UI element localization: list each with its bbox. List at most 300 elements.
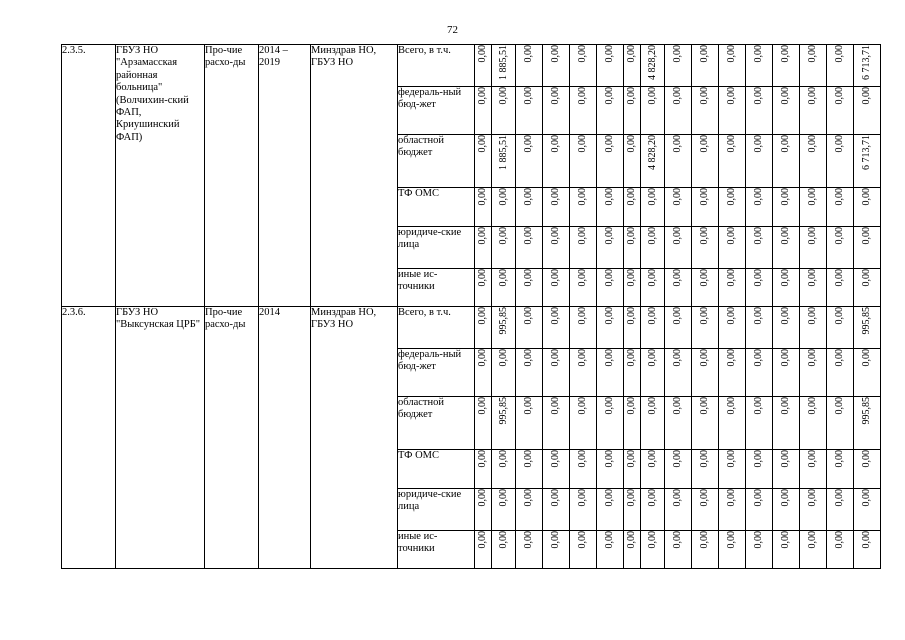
amount-value: 0,00 [604, 227, 615, 245]
amount-cell [543, 227, 570, 269]
amount-value: 0,00 [626, 307, 637, 325]
amount-value: 0,00 [807, 307, 818, 325]
amount-cell [665, 227, 692, 269]
amount-value: 0,00 [646, 531, 658, 549]
amount-cell [475, 227, 492, 269]
amount-cell [800, 188, 827, 227]
amount-value: 0,00 [626, 349, 637, 367]
amount-cell [827, 269, 854, 307]
amount-value: 0,00 [577, 188, 588, 206]
amount-value: 0,00 [646, 450, 658, 468]
amount-cell [543, 349, 570, 397]
item-code: 2.3.6. [62, 307, 116, 569]
amount-value: 0,00 [550, 45, 561, 63]
amount-cell [854, 531, 881, 569]
amount-cell [773, 87, 800, 135]
amount-value: 0,00 [577, 45, 588, 63]
amount-value: 0,00 [807, 397, 818, 415]
amount-cell [800, 269, 827, 307]
amount-value: 0,00 [834, 397, 845, 415]
amount-cell [665, 269, 692, 307]
amount-value: 0,00 [626, 87, 637, 105]
amount-value: 0,00 [726, 489, 737, 507]
amount-cell [597, 349, 624, 397]
amount-value: 4 828,20 [646, 135, 658, 170]
amount-cell [692, 450, 719, 489]
amount-cell [773, 450, 800, 489]
amount-cell [624, 489, 641, 531]
item-executor: Минздрав НО, ГБУЗ НО [311, 307, 398, 569]
amount-value: 0,00 [753, 135, 764, 153]
amount-value: 0,00 [780, 307, 791, 325]
amount-value: 0,00 [550, 307, 561, 325]
amount-cell [597, 135, 624, 188]
amount-cell [641, 450, 665, 489]
amount-value: 0,00 [672, 269, 683, 287]
amount-value: 0,00 [861, 227, 872, 245]
funding-source-label: иные ис-точники [398, 531, 475, 569]
amount-value: 0,00 [861, 269, 872, 287]
amount-cell [854, 87, 881, 135]
amount-cell [570, 45, 597, 87]
amount-cell [800, 307, 827, 349]
amount-cell [492, 349, 516, 397]
amount-cell [719, 135, 746, 188]
amount-value: 0,00 [626, 45, 637, 63]
amount-cell [719, 227, 746, 269]
amount-cell [641, 227, 665, 269]
amount-value: 0,00 [477, 135, 488, 153]
amount-value: 995,85 [861, 397, 872, 425]
amount-cell [570, 349, 597, 397]
amount-value: 0,00 [523, 188, 534, 206]
amount-cell [746, 45, 773, 87]
amount-value: 995,85 [497, 307, 509, 335]
amount-cell [570, 489, 597, 531]
amount-value: 0,00 [726, 450, 737, 468]
amount-cell [827, 188, 854, 227]
amount-cell [475, 349, 492, 397]
amount-cell [570, 531, 597, 569]
amount-value: 0,00 [780, 531, 791, 549]
amount-value: 0,00 [834, 45, 845, 63]
amount-value: 0,00 [604, 450, 615, 468]
amount-value: 1 885,51 [497, 45, 509, 80]
amount-value: 0,00 [497, 188, 509, 206]
amount-cell [665, 349, 692, 397]
amount-value: 0,00 [477, 450, 488, 468]
amount-value: 0,00 [477, 45, 488, 63]
amount-value: 0,00 [523, 227, 534, 245]
amount-value: 0,00 [672, 349, 683, 367]
amount-value: 0,00 [807, 489, 818, 507]
amount-value: 0,00 [861, 349, 872, 367]
amount-value: 0,00 [834, 269, 845, 287]
amount-value: 0,00 [861, 531, 872, 549]
amount-cell [543, 135, 570, 188]
amount-value: 0,00 [523, 349, 534, 367]
amount-cell [492, 450, 516, 489]
amount-value: 0,00 [672, 307, 683, 325]
amount-value: 0,00 [807, 269, 818, 287]
funding-source-label: ТФ ОМС [398, 450, 475, 489]
amount-cell [516, 397, 543, 450]
funding-source-label: Всего, в т.ч. [398, 307, 475, 349]
amount-value: 0,00 [577, 87, 588, 105]
amount-value: 0,00 [646, 87, 658, 105]
amount-value: 0,00 [834, 450, 845, 468]
amount-value: 0,00 [834, 307, 845, 325]
amount-value: 0,00 [807, 450, 818, 468]
amount-value: 0,00 [577, 227, 588, 245]
amount-cell [475, 450, 492, 489]
amount-value: 0,00 [672, 188, 683, 206]
amount-value: 0,00 [807, 349, 818, 367]
amount-value: 0,00 [477, 349, 488, 367]
amount-value: 0,00 [523, 45, 534, 63]
amount-value: 0,00 [477, 397, 488, 415]
amount-value: 0,00 [646, 397, 658, 415]
amount-value: 0,00 [577, 135, 588, 153]
amount-value: 0,00 [550, 87, 561, 105]
amount-cell [746, 531, 773, 569]
amount-cell [516, 307, 543, 349]
amount-cell [475, 269, 492, 307]
amount-cell [800, 227, 827, 269]
amount-value: 0,00 [497, 489, 509, 507]
amount-value: 0,00 [699, 307, 710, 325]
amount-value: 0,00 [699, 45, 710, 63]
amount-cell [665, 450, 692, 489]
amount-cell [692, 269, 719, 307]
amount-value: 0,00 [577, 489, 588, 507]
amount-value: 0,00 [672, 397, 683, 415]
amount-value: 0,00 [550, 188, 561, 206]
amount-value: 0,00 [577, 531, 588, 549]
amount-cell [692, 45, 719, 87]
amount-value: 0,00 [523, 135, 534, 153]
amount-cell [854, 45, 881, 87]
funding-source-label: областной бюджет [398, 135, 475, 188]
amount-cell [800, 397, 827, 450]
amount-cell [854, 489, 881, 531]
item-name: ГБУЗ НО "Выксунская ЦРБ" [116, 307, 205, 569]
amount-value: 1 885,51 [497, 135, 509, 170]
amount-cell [475, 135, 492, 188]
amount-value: 0,00 [807, 135, 818, 153]
amount-value: 0,00 [861, 87, 872, 105]
amount-cell [641, 269, 665, 307]
amount-value: 0,00 [550, 450, 561, 468]
amount-value: 0,00 [753, 307, 764, 325]
amount-cell [570, 397, 597, 450]
amount-cell [773, 349, 800, 397]
amount-cell [692, 489, 719, 531]
amount-cell [800, 489, 827, 531]
amount-value: 0,00 [780, 227, 791, 245]
amount-value: 0,00 [726, 227, 737, 245]
amount-cell [492, 489, 516, 531]
amount-cell [746, 269, 773, 307]
amount-value: 0,00 [497, 349, 509, 367]
amount-value: 0,00 [861, 489, 872, 507]
amount-value: 0,00 [699, 87, 710, 105]
amount-value: 0,00 [577, 349, 588, 367]
amount-cell [692, 227, 719, 269]
amount-cell [692, 188, 719, 227]
amount-cell [800, 45, 827, 87]
amount-value: 0,00 [753, 450, 764, 468]
amount-value: 0,00 [550, 531, 561, 549]
amount-cell [773, 489, 800, 531]
amount-value: 0,00 [726, 45, 737, 63]
amount-cell [475, 397, 492, 450]
amount-value: 0,00 [672, 227, 683, 245]
amount-cell [854, 269, 881, 307]
amount-value: 995,85 [497, 397, 509, 425]
amount-value: 0,00 [753, 489, 764, 507]
amount-value: 0,00 [726, 87, 737, 105]
amount-cell [854, 188, 881, 227]
amount-value: 0,00 [550, 227, 561, 245]
amount-value: 0,00 [646, 269, 658, 287]
amount-cell [746, 489, 773, 531]
amount-value: 0,00 [550, 397, 561, 415]
amount-value: 0,00 [550, 269, 561, 287]
amount-value: 0,00 [672, 135, 683, 153]
amount-cell [492, 269, 516, 307]
amount-cell [854, 135, 881, 188]
amount-value: 0,00 [753, 531, 764, 549]
amount-value: 0,00 [550, 349, 561, 367]
amount-cell [516, 87, 543, 135]
amount-value: 0,00 [699, 450, 710, 468]
amount-value: 0,00 [699, 489, 710, 507]
amount-value: 0,00 [753, 188, 764, 206]
amount-value: 0,00 [497, 227, 509, 245]
amount-cell [719, 349, 746, 397]
amount-value: 0,00 [550, 135, 561, 153]
amount-value: 0,00 [604, 87, 615, 105]
amount-cell [516, 450, 543, 489]
amount-value: 0,00 [626, 269, 637, 287]
amount-cell [543, 188, 570, 227]
amount-cell [773, 45, 800, 87]
amount-value: 0,00 [726, 397, 737, 415]
amount-cell [492, 135, 516, 188]
amount-value: 0,00 [477, 489, 488, 507]
amount-value: 0,00 [523, 269, 534, 287]
item-executor: Минздрав НО, ГБУЗ НО [311, 45, 398, 307]
amount-value: 0,00 [626, 397, 637, 415]
amount-cell [624, 397, 641, 450]
amount-cell [746, 135, 773, 188]
amount-value: 0,00 [780, 349, 791, 367]
amount-cell [641, 188, 665, 227]
amount-cell [597, 531, 624, 569]
amount-cell [773, 531, 800, 569]
amount-cell [746, 397, 773, 450]
funding-source-label: областной бюджет [398, 397, 475, 450]
amount-value: 0,00 [726, 188, 737, 206]
amount-cell [475, 531, 492, 569]
amount-cell [665, 87, 692, 135]
amount-value: 0,00 [699, 135, 710, 153]
funding-source-label: юридиче-ские лица [398, 489, 475, 531]
amount-cell [641, 87, 665, 135]
amount-cell [492, 531, 516, 569]
amount-value: 0,00 [497, 87, 509, 105]
amount-value: 0,00 [523, 307, 534, 325]
amount-cell [692, 349, 719, 397]
amount-value: 0,00 [523, 531, 534, 549]
amount-cell [570, 307, 597, 349]
amount-value: 0,00 [604, 45, 615, 63]
funding-source-label: ТФ ОМС [398, 188, 475, 227]
amount-cell [665, 188, 692, 227]
funding-source-label: юридиче-ские лица [398, 227, 475, 269]
amount-value: 0,00 [523, 397, 534, 415]
amount-cell [692, 397, 719, 450]
amount-cell [624, 450, 641, 489]
amount-cell [665, 489, 692, 531]
amount-cell [475, 87, 492, 135]
amount-cell [719, 450, 746, 489]
amount-cell [516, 269, 543, 307]
amount-value: 0,00 [780, 397, 791, 415]
amount-cell [543, 489, 570, 531]
amount-cell [624, 531, 641, 569]
amount-value: 0,00 [626, 450, 637, 468]
amount-value: 0,00 [577, 397, 588, 415]
amount-value: 0,00 [672, 45, 683, 63]
amount-cell [773, 307, 800, 349]
amount-cell [665, 397, 692, 450]
amount-cell [692, 135, 719, 188]
amount-cell [746, 349, 773, 397]
amount-cell [854, 307, 881, 349]
amount-cell [492, 45, 516, 87]
amount-cell [543, 45, 570, 87]
amount-value: 0,00 [523, 450, 534, 468]
amount-cell [827, 450, 854, 489]
amount-cell [597, 45, 624, 87]
amount-value: 0,00 [699, 531, 710, 549]
amount-value: 0,00 [604, 135, 615, 153]
amount-value: 0,00 [834, 349, 845, 367]
amount-cell [475, 489, 492, 531]
amount-cell [516, 349, 543, 397]
amount-cell [570, 227, 597, 269]
amount-cell [719, 307, 746, 349]
amount-value: 6 713,71 [861, 135, 872, 170]
amount-value: 0,00 [780, 450, 791, 468]
amount-value: 0,00 [834, 489, 845, 507]
amount-cell [624, 45, 641, 87]
amount-value: 0,00 [726, 135, 737, 153]
amount-value: 0,00 [699, 269, 710, 287]
amount-value: 0,00 [807, 188, 818, 206]
amount-cell [492, 307, 516, 349]
amount-cell [516, 227, 543, 269]
amount-cell [543, 87, 570, 135]
item-code: 2.3.5. [62, 45, 116, 307]
funding-source-label: федераль-ный бюд-жет [398, 87, 475, 135]
amount-cell [570, 269, 597, 307]
amount-cell [597, 188, 624, 227]
amount-cell [827, 349, 854, 397]
amount-value: 0,00 [477, 269, 488, 287]
amount-cell [543, 450, 570, 489]
amount-value: 0,00 [550, 489, 561, 507]
amount-value: 0,00 [672, 531, 683, 549]
amount-cell [800, 531, 827, 569]
amount-cell [516, 45, 543, 87]
amount-cell [665, 307, 692, 349]
amount-cell [827, 135, 854, 188]
amount-cell [827, 489, 854, 531]
amount-value: 0,00 [861, 188, 872, 206]
amount-cell [800, 87, 827, 135]
amount-cell [719, 269, 746, 307]
table-row [62, 307, 881, 349]
amount-value: 0,00 [780, 269, 791, 287]
amount-cell [597, 269, 624, 307]
amount-value: 4 828,20 [646, 45, 658, 80]
amount-value: 995,85 [861, 307, 872, 335]
amount-cell [641, 45, 665, 87]
amount-cell [827, 307, 854, 349]
amount-value: 0,00 [780, 45, 791, 63]
amount-cell [800, 349, 827, 397]
amount-value: 0,00 [699, 349, 710, 367]
amount-value: 0,00 [834, 87, 845, 105]
amount-value: 0,00 [699, 188, 710, 206]
amount-cell [597, 87, 624, 135]
amount-cell [475, 307, 492, 349]
amount-cell [516, 135, 543, 188]
expense-type: Про-чие расхо-ды [205, 45, 259, 307]
amount-value: 0,00 [753, 397, 764, 415]
amount-value: 0,00 [497, 269, 509, 287]
amount-cell [773, 135, 800, 188]
amount-cell [692, 307, 719, 349]
amount-value: 0,00 [672, 87, 683, 105]
amount-value: 0,00 [834, 227, 845, 245]
amount-value: 0,00 [604, 397, 615, 415]
amount-cell [641, 531, 665, 569]
amount-cell [800, 450, 827, 489]
amount-value: 0,00 [834, 188, 845, 206]
amount-value: 0,00 [726, 307, 737, 325]
amount-cell [719, 397, 746, 450]
amount-value: 0,00 [626, 188, 637, 206]
amount-cell [854, 397, 881, 450]
amount-cell [692, 531, 719, 569]
amount-cell [624, 188, 641, 227]
amount-value: 0,00 [523, 87, 534, 105]
amount-cell [597, 489, 624, 531]
amount-value: 0,00 [577, 269, 588, 287]
amount-cell [827, 531, 854, 569]
amount-cell [746, 307, 773, 349]
amount-cell [597, 397, 624, 450]
amount-value: 0,00 [753, 269, 764, 287]
amount-value: 0,00 [726, 531, 737, 549]
amount-value: 0,00 [626, 227, 637, 245]
amount-value: 0,00 [834, 135, 845, 153]
amount-cell [719, 45, 746, 87]
